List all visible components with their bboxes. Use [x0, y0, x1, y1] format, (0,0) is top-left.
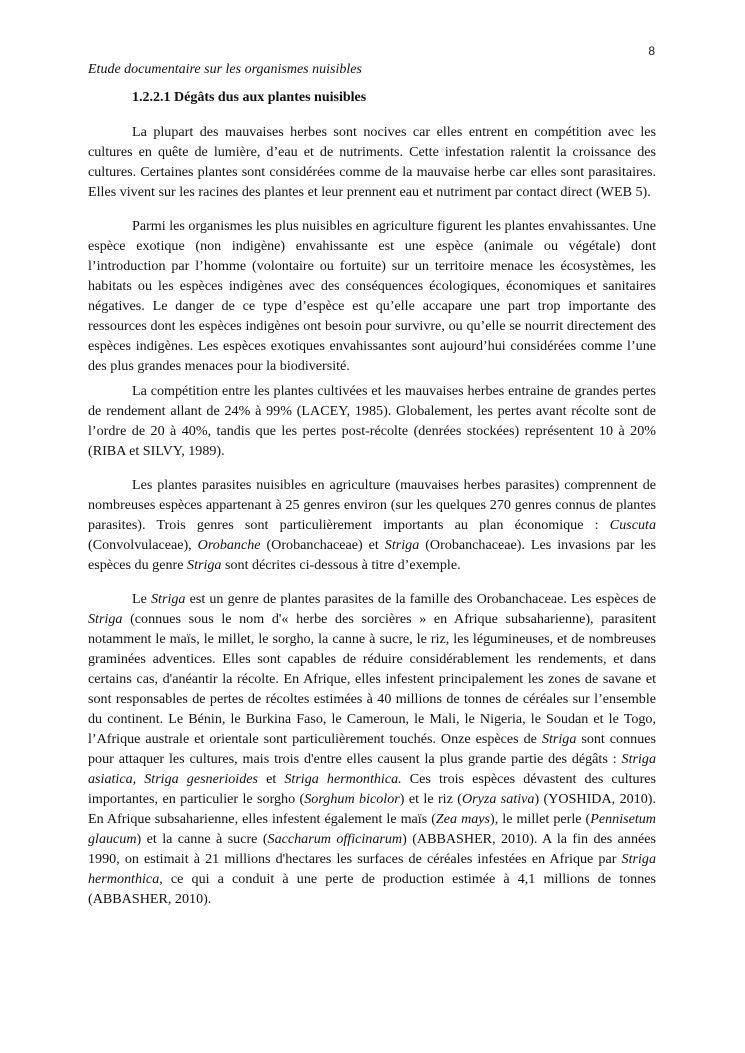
- taxon-name: Zea mays: [435, 811, 491, 827]
- page-number: 8: [648, 44, 655, 58]
- paragraph-4: [88, 475, 656, 575]
- text-run: Ces trois espèces dévastent des cultures importantes, en particulier le sorgho (: [88, 771, 657, 807]
- taxon-name: Striga asiatica, Striga gesnerioides: [88, 751, 656, 787]
- taxon-name: Striga hermonthica: [88, 851, 656, 887]
- taxon-name: Striga: [88, 611, 123, 627]
- paragraph-1: La plupart des mauvaises herbes sont nocives car elles entrent en compétition avec les cultures en quête de lumière, d’eau et de nutriments. Cette infestation ralentit la croissance des cultures. Certaines plantes sont considérées comme de la mauvaise herbe car elles sont parasitaires. Elles vivent sur les racines des plantes et leur prennent eau et nutriment par contact direct (WEB 5).: [88, 124, 656, 200]
- taxon-name: Sorghum bicolor: [304, 791, 400, 807]
- text-run: ) et la canne à sucre (: [136, 831, 268, 847]
- paragraph-5: [88, 589, 656, 909]
- text-run: Le: [132, 591, 151, 607]
- text-run: (Orobanchaceae). Les invasions par les espèces du genre: [88, 537, 656, 573]
- taxon-name: Saccharum officinarum: [267, 831, 403, 847]
- taxon-name: Orobanche: [197, 537, 261, 553]
- body-text: [88, 122, 656, 909]
- text-run: (Orobanchaceae) et: [260, 537, 385, 553]
- section-title: 1.2.2.1 Dégâts dus aux plantes nuisibles: [132, 90, 367, 105]
- taxon-name: Oryza sativa: [461, 791, 535, 807]
- taxon-name: Striga: [151, 591, 186, 607]
- taxon-name: Striga: [187, 557, 222, 573]
- text-run: et: [258, 771, 285, 787]
- text-run: ) et le riz (: [399, 791, 462, 807]
- text-run: ) (YOSHIDA, 2010). En Afrique subsaharienne, elles infestent également le maïs (: [88, 791, 656, 827]
- taxon-name: Striga: [384, 537, 420, 553]
- running-header: Etude documentaire sur les organismes nuisibles: [88, 62, 362, 77]
- text-run: ) (ABBASHER, 2010). A la fin des années 1990, on estimait à 21 millions d'hectares les surfaces de céréales infestées en Afrique par: [88, 831, 656, 867]
- paragraph-2: Parmi les organismes les plus nuisibles en agriculture figurent les plantes envahissantes. Une espèce exotique (non indigène) envahissante est une espèce (animale ou végétale) dont l’introduction par l’homme (volontaire ou fortuite) sur un territoire menace les écosystèmes, les habitats ou les espèces indigènes avec des conséquences écologiques, économiques et sanitaires négatives. Le danger de ce type d’espèce est qu’elle accapare une part trop importante des ressources dont les espèces indigènes ont besoin pour survivre, ou qu’elle se nourrit directement des espèces indigènes. Les espèces exotiques envahissantes sont aujourd’hui considérées comme l’une des plus grandes menaces pour la biodiversité.: [88, 218, 656, 374]
- text-run: sont connues pour attaquer les cultures, mais trois d'entre elles causent la plus grande partie des dégâts :: [88, 731, 656, 767]
- text-run: Les plantes parasites nuisibles en agriculture (mauvaises herbes parasites) comprennent de nombreuses espèces appartenant à 25 genres environ (sur les quelques 270 genres connus de plantes parasites). Trois genres sont particulièrement importants au plan économique :: [88, 477, 656, 533]
- text-run: sont décrites ci-dessous à titre d’exemple.: [221, 557, 461, 573]
- text-run: (connues sous le nom d'« herbe des sorcières » en Afrique subsaharienne), parasitent notamment le maïs, le millet, le sorgho, la canne à sucre, le riz, les légumineuses, et de nombreuses graminées adventices. Elles sont capables de réduire considérablement les rendements, et dans certains cas, d'anéantir la récolte. En Afrique, elles infestent principalement les zones de savane et sont responsables de pertes de récoltes estimées à 40 millions de tonnes de céréales sur l’ensemble du continent. Le Bénin, le Burkina Faso, le Cameroun, le Mali, le Nigeria, le Soudan et le Togo, l’Afrique australe et orientale sont particulièrement touchés. Onze espèces de: [88, 611, 656, 747]
- paragraph-3: La compétition entre les plantes cultivées et les mauvaises herbes entraine de grandes pertes de rendement allant de 24% à 99% (LACEY, 1985). Globalement, les pertes avant récolte sont de l’ordre de 20 à 40%, tandis que les pertes post-récolte (denrées stockées) représentent 10 à 20% (RIBA et SILVY, 1989).: [88, 383, 656, 459]
- text-run: est un genre de plantes parasites de la famille des Orobanchaceae. Les espèces de: [185, 591, 656, 607]
- taxon-name: Cuscuta: [609, 517, 656, 533]
- taxon-name: Striga hermonthica.: [284, 771, 402, 787]
- text-run: , ce qui a conduit à une perte de production estimée à 4,1 millions de tonnes (ABBASHER, 2010).: [88, 871, 656, 907]
- taxon-name: Striga: [541, 731, 577, 747]
- text-run: ), le millet perle (: [490, 811, 591, 827]
- text-run: (Convolvulaceae),: [88, 537, 198, 553]
- taxon-name: Pennisetum glaucum: [88, 811, 656, 847]
